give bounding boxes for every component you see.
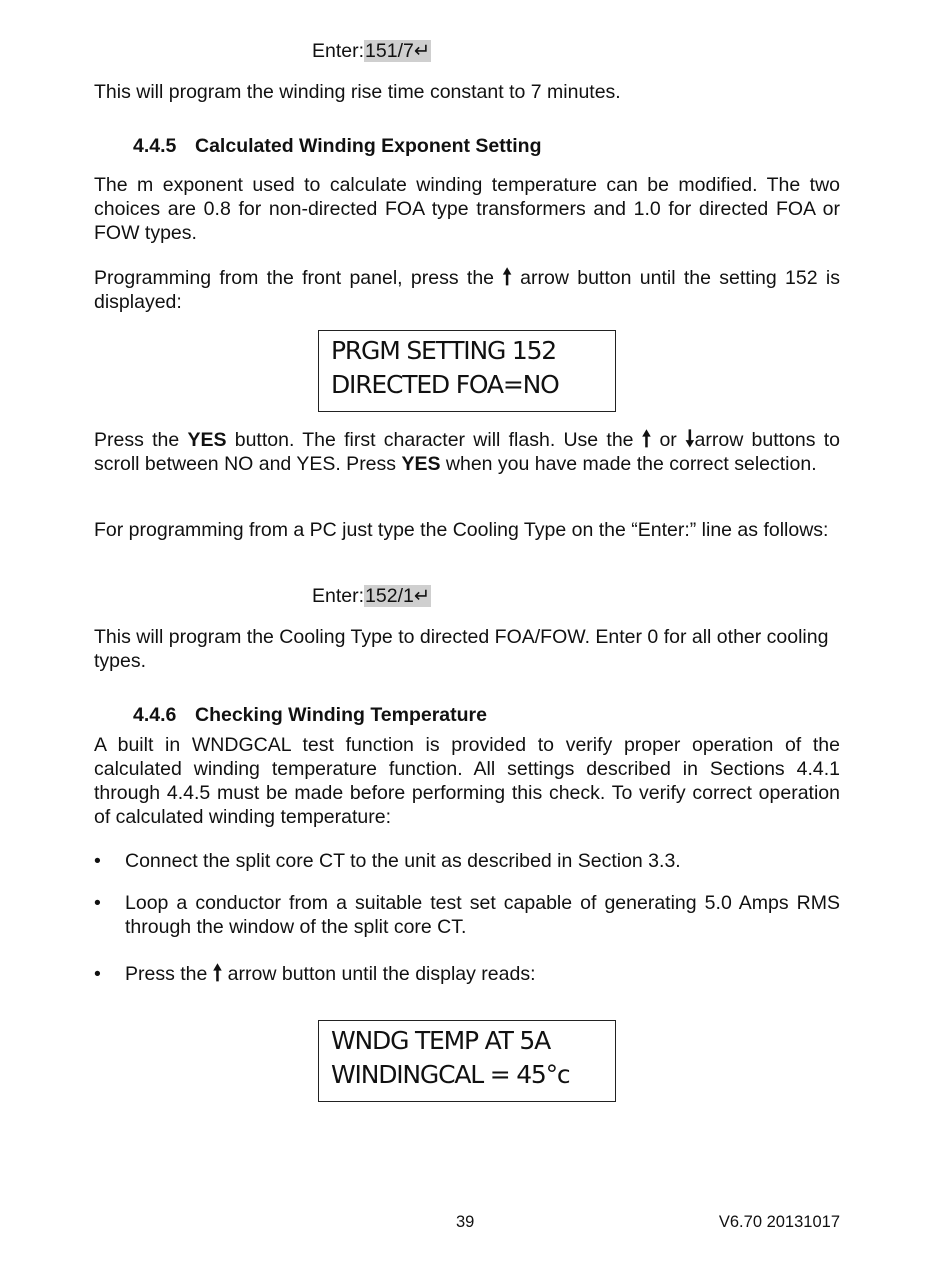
page-number: 39 [456, 1213, 475, 1231]
press-yes-text-d: arrow buttons to scroll between NO and YES. Press [94, 429, 840, 475]
front-panel-text-b: arrow button until the setting 152 is displayed: [94, 267, 840, 313]
section-heading-4-4-6 [133, 703, 487, 727]
bullet-press-up [125, 962, 840, 986]
lcd-line-2: WINDINGCAL = 45°c [331, 1060, 570, 1089]
document-version: V6.70 20131017 [718, 1213, 840, 1231]
enter-code-highlight: 152/1↵ [365, 585, 431, 607]
rise-time-paragraph: This will program the winding rise time constant to 7 minutes. [94, 81, 621, 103]
section-number: 4.4.6 [133, 704, 177, 726]
lcd-line-1: WNDG TEMP AT 5A [331, 1026, 551, 1055]
enter-command-151 [312, 39, 431, 63]
enter-command-152 [312, 584, 431, 608]
wndgcal-paragraph: A built in WNDGCAL test function is provided to verify proper operation of the calculated winding temperature function. All settings described in Sections 4.4.1 through 4.4.5 must be made before performing this check. To verify correct operation of calculated winding temperature: [94, 734, 840, 828]
press-yes-text-c: or [651, 429, 686, 451]
section-title: Checking Winding Temperature [195, 704, 487, 726]
front-panel-text-a: Programming from the front panel, press the [94, 267, 503, 289]
bullet-symbol: • [94, 963, 101, 985]
enter-prefix: Enter: [312, 40, 365, 62]
down-arrow-icon: 🠗 [685, 427, 695, 452]
enter-code-highlight: 151/7↵ [365, 40, 431, 62]
section-heading-4-4-5 [133, 134, 542, 158]
front-panel-paragraph [94, 266, 840, 314]
lcd-display-setting-152 [318, 330, 616, 412]
lcd-line-2: DIRECTED FOA=NO [331, 370, 559, 399]
up-arrow-icon: 🠕 [641, 427, 652, 452]
enter-prefix: Enter: [312, 585, 365, 607]
bullet-symbol: • [94, 850, 101, 872]
bullet-loop-conductor: Loop a conductor from a suitable test set capable of generating 5.0 Amps RMS through the window of the split core CT. [125, 892, 840, 938]
up-arrow-icon: 🠕 [502, 265, 512, 290]
cooling-type-paragraph: This will program the Cooling Type to directed FOA/FOW. Enter 0 for all other cooling types. [94, 626, 829, 672]
bullet-symbol: • [94, 892, 101, 914]
yes-button-label: YES [187, 429, 227, 451]
press-yes-text-b: button. The first character will flash. Use the [226, 429, 642, 451]
press-yes-text-a: Press the [94, 429, 188, 451]
lcd-display-wndgcal [318, 1020, 616, 1102]
section-number: 4.4.5 [133, 135, 177, 157]
m-exponent-paragraph: The m exponent used to calculate winding temperature can be modified. The two choices are 0.8 for non-directed FOA type transformers and 1.0 for directed FOA or FOW types. [94, 174, 840, 244]
pc-programming-paragraph: For programming from a PC just type the Cooling Type on the “Enter:” line as follows: [94, 519, 829, 541]
press-yes-text-e: when you have made the correct selection. [440, 453, 817, 475]
bullet-press-text-b: arrow button until the display reads: [222, 963, 536, 985]
bullet-press-text-a: Press the [125, 963, 213, 985]
bullet-connect-ct: Connect the split core CT to the unit as described in Section 3.3. [125, 850, 681, 872]
press-yes-paragraph [94, 428, 840, 476]
yes-button-label: YES [401, 453, 441, 475]
up-arrow-icon: 🠕 [212, 961, 223, 986]
section-title: Calculated Winding Exponent Setting [195, 135, 542, 157]
lcd-line-1: PRGM SETTING 152 [331, 336, 557, 365]
